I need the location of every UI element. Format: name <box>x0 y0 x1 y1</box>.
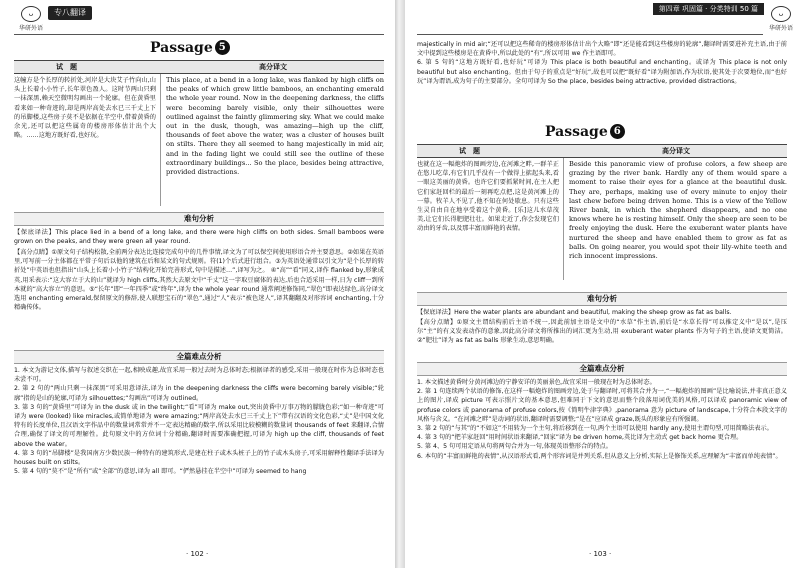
notes-list <box>14 366 384 546</box>
list-item: 4. 第 3 句的“把羊家赶回”用时间状语来翻译,“回家”译为 be driven home,英比译为主动式 get back home 更合理。 <box>417 434 743 442</box>
source-column-label: 试 题 <box>56 63 77 71</box>
list-item: 1. 本文为游记文体,描写与叙述交织在一起,相映成趣,故宜采用一般过去时为总体时态;根据译者的感受,采用一般现在时作为总体时态也未尝不可。 <box>14 367 384 384</box>
translation-column-label: 高分译文 <box>259 63 287 71</box>
list-item: 3. 第 2 句的“与其”的“不如这”不用转为一个主句,将后移到在一句,两个主语可以使用 hardly any,使用主谓句型,可用简略法表示。 <box>417 425 773 433</box>
page-number: · 102 · <box>186 550 209 558</box>
overall-analysis-heading: 全篇难点分析 <box>14 350 384 364</box>
section-tab: 专八翻译 <box>48 6 92 20</box>
list-item: 1. 本文描述黄昏时分黄河滩边的宁静安详的美丽景色,故宜采用一般现在时为总体时态。 <box>417 379 656 386</box>
passage-title: Passage 6 <box>545 124 625 140</box>
column-header <box>14 60 384 74</box>
translation-text: This place, at a bend in a long lake, was flanked by high cliffs on the peaks of which grew little bamboos, an enchanting emerald the whole year round. Now in the deepening darkness, the cliffs were becoming barely visible, only their silhouettes were outlined against the faintly glimmering sky. What we could make out in the dusk, though, was amazing—high up the cliff, thousands of feet above the water, was a cluster of houses built on stilts. There they all seemed to hang majestically in mid air, and in the fading light we could still see the outline of these extraordinary buildings... So the place, besides being attractive, provided distractions. <box>166 76 384 177</box>
chapter-tab: 第四章 巩固篇 · 分类特训 50 篇 <box>653 3 764 15</box>
list-item: 5. 第 4、5 句可用定语从句将两句合并为一句,体现英语整形合的特点。 <box>417 443 612 451</box>
left-page <box>0 0 395 568</box>
list-item: 3. 第 3 句的“黄昏里”可译为 in the dusk 或 in the twilight;“看”可译为 make out,突出黄昏中万事万物的朦胧色彩;“如一种奇迹”可译为 were (looked) like miracles,或简单地译为 were amazing;“两岸高处去水已三千丈上下”带有汉语的文化色彩,“丈”是中国文化特有的长度单位,且汉语文字作品中的数量词常常并不一定表达精确的数字,所以采用比较模糊的数量词 thousands of feet 来翻译,合情合理,确保了译文的可理解性。此句原文中的方位词十分精确,翻译时需要准确把握,可译为 high up the cliff, thousands of feet above the water。 <box>14 403 384 448</box>
notes-list <box>417 378 787 544</box>
column-divider <box>160 74 161 206</box>
highlight-analysis: 【高分点睛】①原文句子结构松散,全前两分表达比连接完成句中的几件事情,译文为了可以保空间使用形语合并主要意思。②如果在英语里,可写前一分主体都在平常子句后以他的建筑在后和某文的句式规则。符(1)个后式进行组合。③为英语处通常以引文为“是个长厚的转折处”中英语也但指出“山头上长着小小竹子”结构化开始完善形式,句中是描述…”,译写为之。 ④“高”“看”同义,译作 flanked by,形象成英,用采表示:“这大容立于大的山”就译为 high cliffs,其然大去原文中“千丈”这一字取豆腐体的表达,后也合适采用一样,日为 cliff一到所本就的“高大容立”的意思。⑤“长年”即“一年四季”或“终年”,译为 the whole year round 通常阐述修饰同,“翠色”即表达绿色,高分译文选用 enchanting emerald,保留原文的修辞,使人联想宝石的“翠色”,通过“人”表示“被色迷人”,译其翻翻及对形容词 enchanting,十分精确传体。 <box>14 249 384 312</box>
passage-number: 6 <box>610 124 625 139</box>
translation-column-label: 高分译文 <box>662 147 690 155</box>
difficult-sentence-heading: 难句分析 <box>14 212 384 226</box>
list-item: 6. 本句的“丰富而鲜艳的表情”,从汉语形式看,两个形容词是并列关系,但从意义上分析,实际上是修饰关系,应理解为“丰富而单纯表情”。 <box>417 452 782 460</box>
source-text: 也就在这一幅炮炸的图画旁边,在河滩之畔,一群羊正在悠儿吃草,有它们几乎没有一个做得上掂起头来,看一眼这美丽的黄昏。也许它们要抓紧时间,在主人把它们家赶回栏的最后一刻再吃点把,这是黄河滩上的一幕。牧羊人不见了,他不知在何处歇息。只有这些生灵自由自在地享受着这个黄昏。[乐]这儿水草茂美,让它们长得肥肥壮壮。如果走近了,你会发现它们动由的牙齿,以及那丰富而鲜艳的表情。 <box>417 161 559 233</box>
list-item: 5. 第 4 句的“莫不”是“所有”或“全部”的意思,译为 all 即可。“俨然悬挂在半空中”可译为 seemed to hang <box>14 468 307 476</box>
column-header <box>417 144 787 158</box>
passage-title: Passage 5 <box>150 40 230 56</box>
list-item: 6. 第 5 句的“这地方既好看,也好玩”可译为 This place is both beautiful and enchanting。或译为 This place is not only beautiful but also enchanting。但由于句子的重点是“好玩”,故也可以把“既好看”译为附加语,作为状语,使其处于次要地位,而“也好玩”译为谓语,成为句子的主要部分。全句可译为 So the place, besides being attractive, provided distractions。 <box>417 59 787 85</box>
book-gutter <box>395 0 405 568</box>
passage-number: 5 <box>215 40 230 55</box>
list-item: 2. 第 1 句连续两个状语的修饰,在这样一幅炮炸的图画旁边,处于与翻译时,可将其合并为一,“一幅炮炸的图画”是比喻说法,并非真正意义上的图片,译成 picture 可表示照片文的基本意思,但难同于下文的意思而整个段落用词优美的风格,可以译成 panoramic view of profuse colors 或 panorama of profuse colors,按《简明牛津字典》,panorama 意为 picture of landscape,十分符合本段文字的风格与含义。“在河滩之畔”是动词的状语,翻译时需要调整;“是在”应译成 graze,既头的形象应有所强调。 <box>417 388 787 423</box>
difficult-sentence-heading: 难句分析 <box>417 292 787 306</box>
mascot-icon: ᴗ <box>21 6 41 22</box>
translation-text: Beside this panoramic view of profuse colors, a few sheep are grazing by the river bank. Hardly any of them would spare a moment to raise their eyes for a glance at the beautiful dusk. They are, perhaps, making use of every minute to enjoy their last chew before being driven home. This is a view of the Yellow River bank, in which the shepherd disappears, and no one knows where he is resting himself. Only the sheep are seen to be freely enjoying the dusk. Here the exuberant water plants have nurtured the sheep and have enabled them to grow as fat as balls. On going nearer, you would spot their lily-white teeth and rich innocent impressions. <box>569 160 787 261</box>
publisher-logo: ᴗ 华研外语 <box>764 6 798 32</box>
baseline-translation: 【保底译法】Here the water plants are abundant and beautiful, making the sheep grow as fat as balls. <box>417 309 732 316</box>
right-page <box>405 0 800 568</box>
header-rule <box>417 34 763 35</box>
list-item: 2. 第 2 句的“两山只剩一抹深黑”可采用意译法,译为 in the deepening darkness the cliffs were becoming barely visible;“轮廓”指的是山的轮廓,可译为 silhouettes;“勾画出”可译为 outlined。 <box>14 385 384 402</box>
source-text: 这幢方是个长厚的转折处,河岸是大块艾子竹向山,山头上长着小小竹子,长年翠色盈人。这时节两山只剩一抹深黑,赖天空微明勾画出一个轮廓。但在黄昏里看来如一种奇迹的,却是两岸高处去水已三千丈上下的吊脚楼,这些房子莫不是依据在半空中,借着黄昏的余光,还可以把这些属奇的楼房形体估计出个大略。……这地方既好看,也好玩。 <box>14 77 156 140</box>
mascot-icon: ᴗ <box>771 6 791 22</box>
publisher-logo: ᴗ 华研外语 <box>14 6 48 32</box>
list-item: 4. 第 3 句的“吊脚楼”是我国南方少数民族一种特有的建筑形式,是建在柱子或木头桩子上的竹子或木头房子,可采用解释性翻译手法译为 houses built on stilts。 <box>14 449 384 467</box>
highlight-analysis: 【高分点睛】①原文主谓结构前后主语不统一,因此前加主语是文中的“水草”作主语,前后是“水草长得”可以推定义中“是以”,是压尔“主”的有义发表动作的意象,因此高分译文将所推出的词汇更为生动,用 exuberant water plants 作为句子的主语,使译文更简洁。②“肥壮”译为 as fat as balls 形象生动,意思明确。 <box>417 319 787 345</box>
list-item: majestically in mid air;“还可以把这些稀奇的楼房形体估计出个大略”即“还是能看到这些楼房的轮廓”,翻译时需要进补充主语,由于前文中提到这些楼房是在黄昏中,所以此处的“有”,所以可用 we 作主语即可。 <box>417 41 787 58</box>
overall-analysis-heading: 全篇难点分析 <box>417 362 787 376</box>
page-number: · 103 · <box>589 550 612 558</box>
source-column-label: 试 题 <box>459 147 480 155</box>
continued-notes <box>417 40 787 120</box>
header-rule <box>14 34 384 35</box>
column-divider <box>563 158 564 280</box>
baseline-translation: 【保底译法】This place lied in a bend of a long lake, and there were high cliffs on both sides. Small bamboos were grown on the peaks, and they were green all year round. <box>14 229 384 246</box>
